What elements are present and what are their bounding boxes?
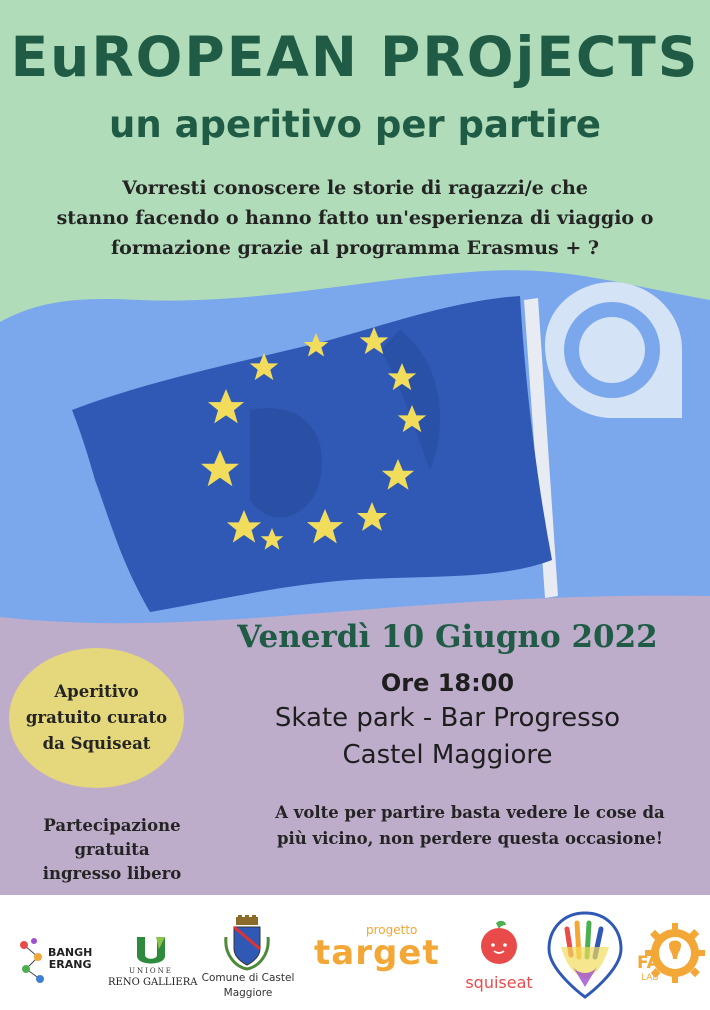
intro-line: formazione grazie al programma Erasmus + ? [110, 237, 600, 259]
comune-castel-maggiore-logo [198, 915, 298, 1005]
hands-balloon-icon [545, 909, 625, 1001]
bangherang-line: ERANG [48, 958, 92, 971]
location-pin-icon [545, 282, 682, 418]
fablab-lab-label: LAB [641, 973, 659, 983]
intro-line: Vorresti conoscere le storie di ragazzi/e che [122, 177, 588, 199]
intro-text [40, 173, 670, 263]
squiseat-logo [458, 917, 540, 999]
intro-line: stanno facendo o hanno fatto un'esperienza di viaggio o [56, 207, 654, 229]
comune-line: Maggiore [223, 987, 273, 999]
poster-subtitle: un aperitivo per partire [109, 103, 601, 146]
progetto-label: progetto [366, 923, 418, 937]
progetto-target-logo [314, 923, 444, 983]
participation-line: gratuita [74, 840, 150, 859]
tagline-line: A volte per partire basta vedere le cose da [275, 803, 665, 822]
event-location [185, 700, 710, 774]
comune-coat-of-arms [222, 915, 272, 971]
event-location-line: Castel Maggiore [342, 740, 553, 770]
bangherang-logo [18, 935, 100, 987]
event-date: Venerdì 10 Giugno 2022 [237, 619, 658, 655]
badge-line: Aperitivo [54, 682, 139, 701]
unione-label: UNIONE [129, 967, 173, 975]
tagline [230, 800, 710, 852]
hands-balloon-logo [545, 909, 625, 1001]
unione-u-icon [134, 935, 168, 967]
squiseat-label: squiseat [465, 973, 533, 992]
tagline-line: più vicino, non perdere questa occasione! [276, 829, 664, 848]
fablab-logo [635, 923, 705, 995]
reno-galliera-label: RENO GALLIERA [108, 977, 198, 988]
bangherang-wordmark [48, 947, 92, 971]
fablab-fa-label: FA [637, 953, 660, 973]
comune-line: Comune di Castel [201, 972, 295, 984]
comune-label [198, 971, 298, 1001]
bangherang-line: BANGH [48, 946, 93, 959]
badge-line: gratuito curato [25, 708, 168, 727]
poster-title: EuROPEAN PROjECTS [10, 25, 700, 89]
badge-line: da Squiseat [42, 734, 151, 753]
event-time: Ore 18:00 [380, 669, 515, 697]
participation-line: Partecipazione [43, 816, 181, 835]
participation-text [12, 814, 212, 886]
tomato-icon [476, 919, 522, 965]
event-location-line: Skate park - Bar Progresso [274, 703, 621, 733]
target-label: target [314, 933, 440, 973]
sponsor-logos [0, 895, 710, 1010]
participation-line: ingresso libero [42, 864, 182, 883]
network-dots-icon [18, 935, 48, 987]
aperitivo-badge [9, 648, 184, 788]
unione-reno-galliera-logo [108, 935, 198, 995]
